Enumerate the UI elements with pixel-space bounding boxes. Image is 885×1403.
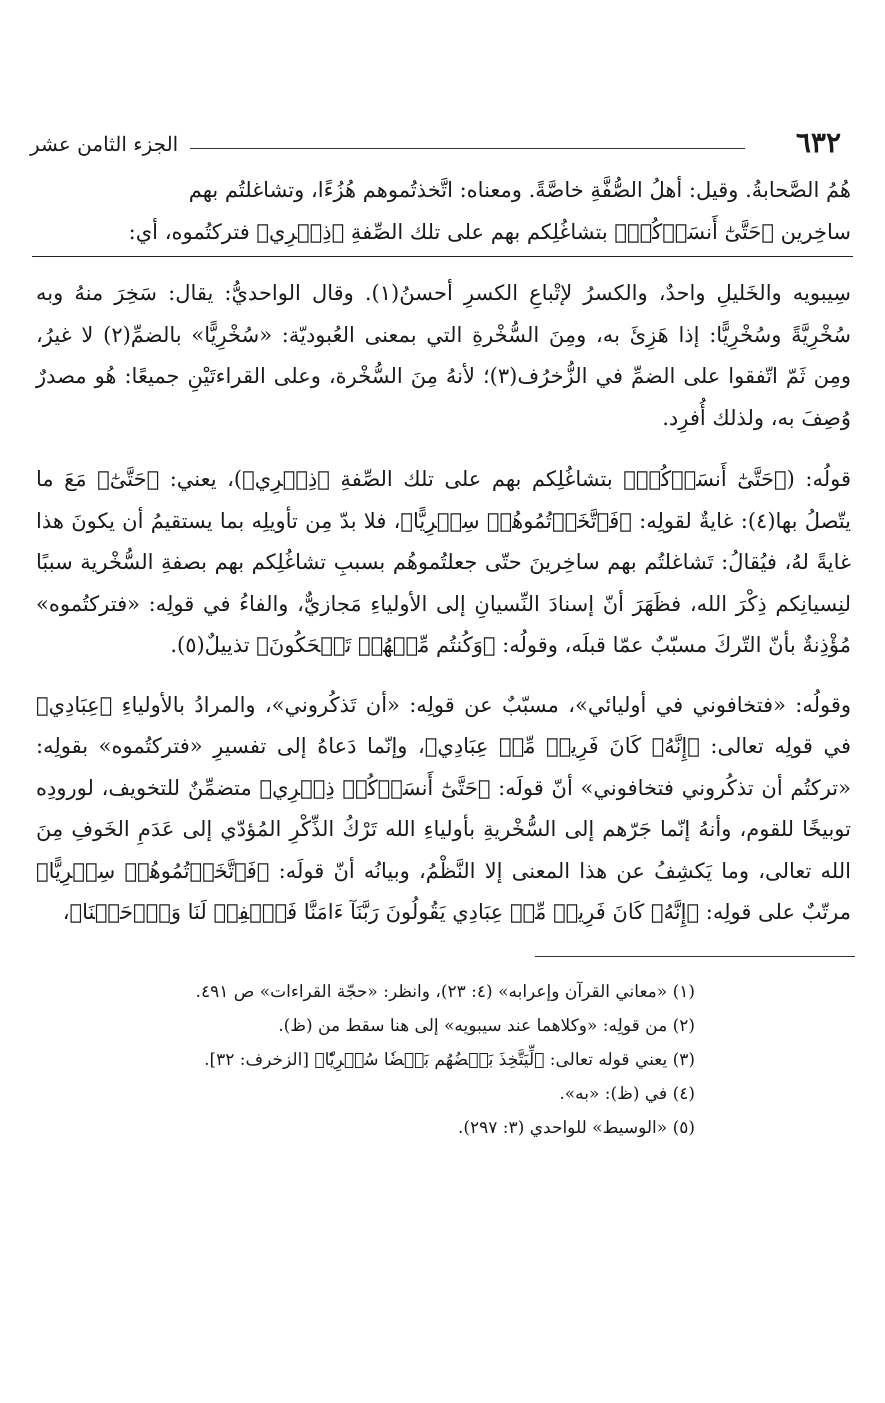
- footnotes: [30, 975, 855, 1145]
- top-text-block: [30, 170, 855, 253]
- footnote-divider: [535, 956, 855, 957]
- commentary-divider: [32, 256, 853, 257]
- page-number: ٦٣٢: [795, 126, 841, 159]
- commentary-paragraph: وقولُه: «فتخافوني في أوليائي»، مسبّبٌ عن قولِه: «أن تَذكُروني»، والمرادُ بالأولياءِ ﴿عِبَادِي﴾ في قولِه تعالى: ﴿إِنَّهُۥ كَانَ فَرِيقٞ مِّنۡ عِبَادِي﴾، وإنّما دَعاهُ إلى تفسيرِ «فتركتُموه» بقولِه: «تركتُم أن تذكُروني فتخافوني» أنّ قولَه: ﴿حَتَّىٰٓ أَنسَوۡكُمۡ ذِكۡرِي﴾ متضمِّنٌ للتخويف، لورودِه توبيخًا للقوم، وأنهُ إنّما جَرّهم إلى السُّخْريةِ بأولياءِ الله تَرْكُ الذِّكْرِ المُؤدّي إلى عَدَمِ الخَوفِ مِنَ الله تعالى، وما يَكشِفُ عن هذا المعنى إلا النَّظْمُ، وبيانُه أنّ قولَه: ﴿فَٱتَّخَذۡتُمُوهُمۡ سِخۡرِيًّا﴾ مرتّبٌ على قولِه: ﴿إِنَّهُۥ كَانَ فَرِيقٞ مِّنۡ عِبَادِي يَقُولُونَ رَبَّنَآ ءَامَنَّا فَٱغۡفِرۡ لَنَا وَٱرۡحَمۡنَا﴾،: [36, 692, 851, 924]
- footnote: (١) «معاني القرآن وإعرابه» (٤: ٢٣)، وانظر: «حجّة القراءات» ص ٤٩١.: [195, 981, 695, 1002]
- page-header: [30, 118, 855, 168]
- book-page: [30, 118, 855, 1145]
- footnote: (٣) يعني قوله تعالى: ﴿لِّيَتَّخِذَ بَعۡضُهُم بَعۡضٗا سُخۡرِيّٗا﴾ [الزخرف: ٣٢].: [204, 1049, 695, 1070]
- footnote: (٤) في (ظ): «به».: [559, 1083, 695, 1104]
- footnote: (٢) من قولِه: «وكلاهما عند سيبويه» إلى هنا سقط من (ظ).: [278, 1015, 695, 1036]
- footnote: (٥) «الوسيط» للواحدي (٣: ٢٩٧).: [457, 1117, 695, 1138]
- text-line: ساخِرين ﴿حَتَّىٰٓ أَنسَوۡكُمۡ﴾ بتشاغُلِكم بهم على تلك الصِّفةِ ﴿ذِكۡرِي﴾ فتركتُموه، أي:: [128, 219, 851, 244]
- commentary-paragraph: قولُه: (﴿حَتَّىٰٓ أَنسَوۡكُمۡ﴾ بتشاغُلِكم بهم على تلك الصِّفةِ ﴿ذِكۡرِي﴾)، يعني: ﴿حَتَّىٰٓ﴾ مَعَ ما يتّصلُ بها(٤): غايةٌ لقولِه: ﴿فَٱتَّخَذۡتُمُوهُمۡ سِخۡرِيًّا﴾، فلا بدّ مِن تأويلِه بما يستقيمُ أن يكونَ هذا غايةً لهُ، فيُقالُ: تَشاغلتُم بهم ساخِرينَ حتّى جعلتُموهُم بسببِ تشاغُلِكم بهم بصفةِ السُّخْرية سببًا لنِسيانِكم ذِكْرَ الله، فظَهَرَ أنّ إسنادَ النِّسيانِ إلى الأولياءِ مَجازيٌّ، والفاءُ في قولِه: «فتركتُموه» مُؤْذِنةٌ بأنّ التّركَ مسبّبٌ عمّا قبلَه، وقولُه: ﴿وَكُنتُم مِّنۡهُمۡ تَضۡحَكُونَ﴾ تذييلٌ(٥).: [36, 467, 851, 657]
- text-line: هُمُ الصَّحابةُ. وقيل: أهلُ الصُّفَّةِ خاصَّةً. ومعناه: اتَّخذتُموهم هُزُءًا، وتشاغلتُم بهم: [188, 178, 851, 202]
- part-title: الجزء الثامن عشر: [30, 132, 179, 156]
- header-rule: [190, 148, 745, 149]
- commentary-paragraph: سِيبويه والخَليلِ واحدٌ، والكسرُ لإتْباعِ الكسرِ أحسنُ(١). وقال الواحديُّ: يقال: سَخِرَ منهُ وبه سُخْرِيَّةً وسُخْرِيًّا: إذا هَزِئَ به، ومِنَ السُّخْرةِ التي بمعنى العُبوديّة: «سُخْرِيًّا» بالضمِّ(٢) لا غيرُ، ومِن ثَمّ اتّفقوا على الضمِّ في الزُّخرُف(٣)؛ لأنهُ مِنَ السُّخْرة، وعلى القراءتَيْنِ جميعًا: هُو مصدرٌ وُصِفَ به، ولذلك أُفرِد.: [36, 281, 852, 430]
